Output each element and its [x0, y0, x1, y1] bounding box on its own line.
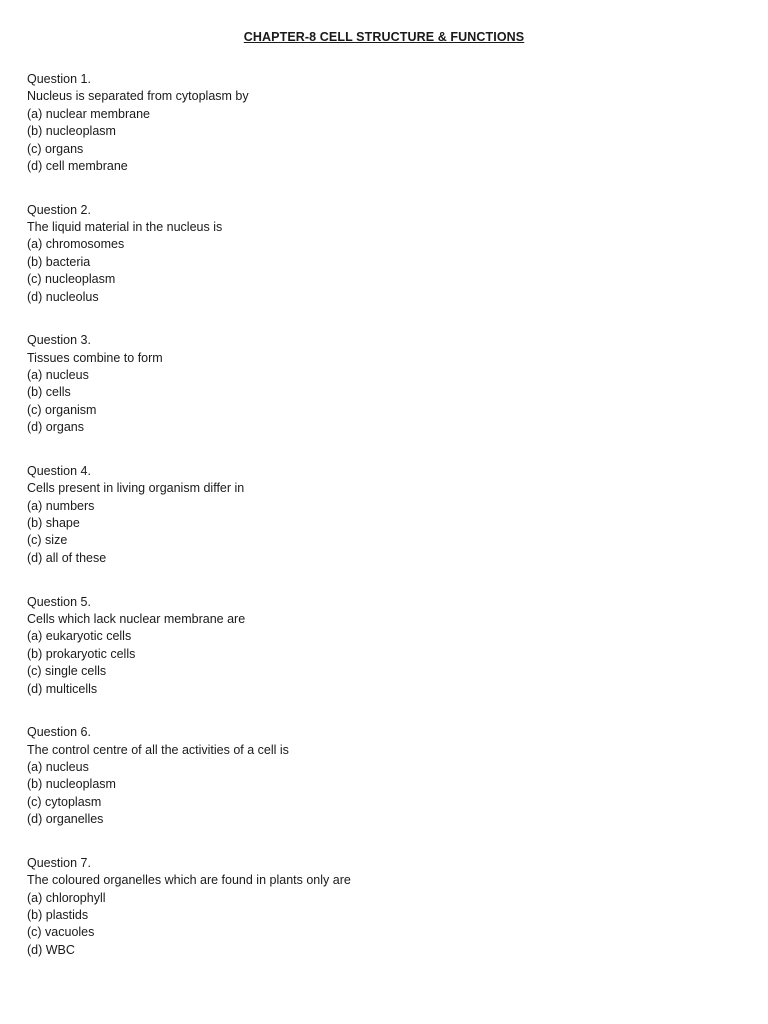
option-d: (d) organelles	[27, 812, 104, 827]
option-c: (c) vacuoles	[27, 925, 95, 940]
question-text: The control centre of all the activities of a cell is	[27, 742, 289, 757]
question-label: Question 4.	[27, 463, 91, 478]
question-block	[27, 463, 747, 567]
question-block	[27, 202, 747, 306]
question-list	[27, 71, 747, 985]
option-c: (c) size	[27, 533, 68, 548]
option-c: (c) nucleoplasm	[27, 272, 116, 287]
option-c: (c) single cells	[27, 664, 107, 679]
option-d: (d) nucleolus	[27, 289, 99, 304]
option-a: (a) nucleus	[27, 368, 89, 383]
question-label: Question 3.	[27, 333, 91, 348]
chapter-title: CHAPTER-8 CELL STRUCTURE & FUNCTIONS	[243, 30, 525, 44]
question-block	[27, 594, 747, 698]
option-d: (d) WBC	[27, 942, 75, 957]
question-text: Tissues combine to form	[27, 350, 163, 365]
question-label: Question 1.	[27, 72, 91, 86]
question-text: The liquid material in the nucleus is	[27, 220, 223, 235]
question-block	[27, 71, 747, 175]
question-text: The coloured organelles which are found in plants only are	[27, 873, 351, 888]
question-label: Question 5.	[27, 594, 91, 609]
option-b: (b) cells	[27, 385, 71, 400]
question-text: Cells present in living organism differ in	[27, 481, 245, 496]
option-a: (a) chromosomes	[27, 237, 125, 252]
option-b: (b) plastids	[27, 908, 89, 923]
option-b: (b) bacteria	[27, 254, 91, 269]
option-d: (d) cell membrane	[27, 158, 128, 173]
option-a: (a) nucleus	[27, 759, 89, 774]
option-a: (a) nuclear membrane	[27, 106, 150, 121]
option-a: (a) numbers	[27, 498, 95, 513]
option-d: (d) organs	[27, 420, 84, 435]
question-text: Nucleus is separated from cytoplasm by	[27, 89, 249, 104]
option-d: (d) all of these	[27, 550, 107, 565]
question-block	[27, 724, 747, 828]
option-d: (d) multicells	[27, 681, 98, 696]
option-b: (b) nucleoplasm	[27, 777, 116, 792]
option-b: (b) prokaryotic cells	[27, 646, 136, 661]
option-c: (c) organism	[27, 402, 97, 417]
option-b: (b) shape	[27, 516, 80, 531]
option-c: (c) cytoplasm	[27, 794, 102, 809]
question-label: Question 2.	[27, 202, 91, 217]
option-c: (c) organs	[27, 141, 84, 156]
option-a: (a) eukaryotic cells	[27, 629, 132, 644]
question-block	[27, 855, 747, 959]
question-label: Question 7.	[27, 855, 91, 870]
question-text: Cells which lack nuclear membrane are	[27, 611, 246, 626]
option-b: (b) nucleoplasm	[27, 124, 116, 139]
question-block	[27, 332, 747, 436]
option-a: (a) chlorophyll	[27, 890, 106, 905]
question-label: Question 6.	[27, 725, 91, 740]
